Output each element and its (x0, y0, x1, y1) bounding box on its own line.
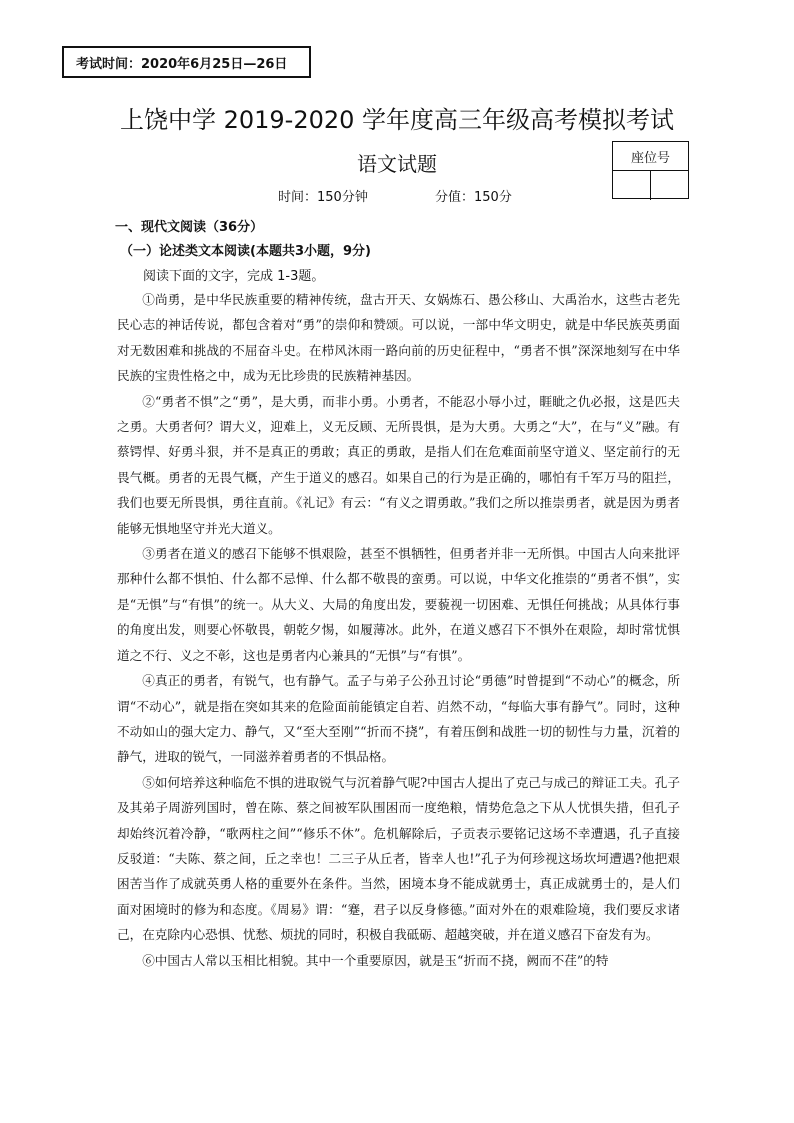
exam-time-text: 考试时间：2020年6月25日—26日 (76, 56, 288, 72)
seat-number-box (612, 141, 689, 199)
section-heading: 一、现代文阅读（36分） (115, 220, 264, 235)
exam-duration: 时间：150分钟 (278, 190, 368, 205)
passage-paragraph: ②“勇者不惧”之“勇”，是大勇，而非小勇。小勇者，不能忍小辱小过，睚眦之仇必报，这是匹夫之勇。大勇者何？谓大义，迎难上，义无反顾、无所畏惧，是为大勇。大勇之“大”，在与“义”融。有蔡锷悍、好勇斗狠，并不是真正的勇敢；真正的勇敢，是指人们在危难面前坚守道义、坚定前行的无畏气概。勇者的无畏气概，产生于道义的感召。如果自己的行为是正确的，哪怕有千军万马的阻拦，我们也要无所畏惧，勇往直前。《礼记》有云：“有义之谓勇敢。”我们之所以推崇勇者，就是因为勇者能够无惧地坚守并光大道义。 (117, 393, 680, 536)
seat-number-cells (613, 171, 688, 200)
section-subheading: （一）论述类文本阅读(本题共3小题，9分) (120, 244, 371, 259)
exam-score: 分值：150分 (435, 190, 512, 205)
passage-paragraph: ⑥中国古人常以玉相比相貌。其中一个重要原因，就是玉“折而不挠，阙而不荏”的特 (142, 952, 609, 968)
reading-passage (117, 287, 680, 973)
seat-number-cell (650, 171, 688, 200)
exam-time-box (62, 46, 311, 78)
exam-subtitle: 语文试题 (357, 152, 437, 176)
passage-paragraph: ⑤如何培养这种临危不惧的进取锐气与沉着静气呢?中国古人提出了克己与成己的辩证工夫。孔子及其弟子周游列国时，曾在陈、蔡之间被军队围困而一度绝粮，情势危急之下从人忧惧失措，但孔子却始终沉着冷静，“歌两柱之间”“修乐不休”。危机解除后，子贡表示要铭记这场不幸遭遇，孔子直接反驳道：“夫陈、蔡之间，丘之幸也！二三子从丘者，皆幸人也!”孔子为何珍视这场坎坷遭遇?他把艰困苦当作了成就英勇人格的重要外在条件。当然，困境本身不能成就勇士，真正成就勇士的，是人们面对困境时的修为和态度。《周易》谓：“蹇，君子以反身修德。”面对外在的艰难险境，我们要反求诸己，在克除内心恐惧、忧愁、烦扰的同时，积极自我砥砺、超越突破，并在道义感召下奋发有为。 (117, 774, 680, 943)
exam-title: 上饶中学 2019-2020 学年度高三年级高考模拟考试 (119, 106, 675, 134)
reading-instruction: 阅读下面的文字，完成 1-3题。 (143, 269, 325, 284)
passage-paragraph: ③勇者在道义的感召下能够不惧艰险，甚至不惧牺牲，但勇者并非一无所惧。中国古人向来批评那种什么都不惧怕、什么都不忌惮、什么都不敬畏的蛮勇。可以说，中华文化推崇的“勇者不惧”，实是“无惧”与“有惧”的统一。从大义、大局的角度出发，要藐视一切困难、无惧任何挑战；从具体行事的角度出发，则要心怀敬畏，朝乾夕惕，如履薄冰。此外，在道义感召下不惧外在艰险，却时常忧惧道之不行、义之不彰，这也是勇者内心兼具的“无惧”与“有惧”。 (117, 546, 680, 663)
passage-paragraph: ①尚勇，是中华民族重要的精神传统，盘古开天、女娲炼石、愚公移山、大禹治水，这些古老先民心志的神话传说，都包含着对“勇”的崇仰和赞颂。可以说，一部中华文明史，就是中华民族英勇面对无数困难和挑战的不屈奋斗史。在栉风沐雨一路向前的历史征程中，“勇者不惧”深深地刻写在中华民族的宝贵性格之中，成为无比珍贵的民族精神基因。 (117, 292, 680, 384)
seat-number-label: 座位号 (613, 142, 688, 171)
seat-number-cell (613, 171, 650, 200)
passage-paragraph: ④真正的勇者，有锐气，也有静气。孟子与弟子公孙丑讨论“勇德”时曾提到“不动心”的概念，所谓“不动心”，就是指在突如其来的危险面前能镇定自若、岿然不动，“每临大事有静气”。同时，这种不动如山的强大定力、静气，又“至大至刚”“折而不挠”，有着压倒和战胜一切的韧性与力量，沉着的静气，进取的锐气，一同滋养着勇者的不惧品格。 (117, 673, 680, 765)
